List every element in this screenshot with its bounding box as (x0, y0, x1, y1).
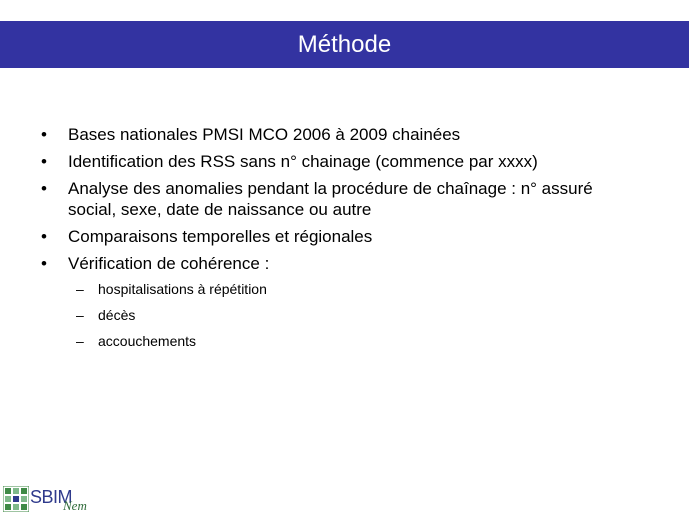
sbim-logo-icon (3, 486, 29, 512)
bullet-item (0, 124, 628, 145)
bullet-text: Analyse des anomalies pendant la procédure de chaînage : n° assuré social, sexe, date de naissance ou autre (68, 179, 593, 219)
sub-bullet-text: accouchements (98, 333, 197, 349)
sub-bullet-item (0, 332, 689, 350)
sub-bullet-marker: – (76, 281, 84, 297)
sbim-logo-text: SBIM (30, 487, 73, 507)
bullet-text: Bases nationales PMSI MCO 2006 à 2009 chainées (68, 125, 461, 144)
slide-title: Méthode (297, 30, 392, 58)
sub-bullet-text: décès (98, 307, 136, 323)
bullet-marker: • (41, 227, 47, 246)
bullet-marker: • (41, 125, 47, 144)
sub-bullet-text: hospitalisations à répétition (98, 281, 267, 297)
bullet-item (0, 253, 628, 274)
bullet-item (0, 151, 628, 172)
sbim-logo (3, 484, 113, 514)
bullet-item (0, 226, 628, 247)
sub-bullet-item (0, 280, 689, 298)
bullet-text: Comparaisons temporelles et régionales (68, 227, 373, 246)
sub-bullet-item (0, 306, 689, 324)
sub-bullet-list (0, 280, 689, 350)
title-bar (0, 21, 689, 68)
bullet-marker: • (41, 254, 47, 273)
bullet-marker: • (41, 179, 47, 198)
bullet-list (0, 124, 689, 274)
sub-bullet-marker: – (76, 333, 84, 349)
sub-bullet-marker: – (76, 307, 84, 323)
bullet-item (0, 178, 628, 220)
sbim-logo-script: Nem (63, 498, 87, 513)
bullet-marker: • (41, 152, 47, 171)
bullet-text: Vérification de cohérence : (68, 254, 270, 273)
slide-content (0, 124, 689, 358)
bullet-text: Identification des RSS sans n° chainage (commence par xxxx) (68, 152, 538, 171)
